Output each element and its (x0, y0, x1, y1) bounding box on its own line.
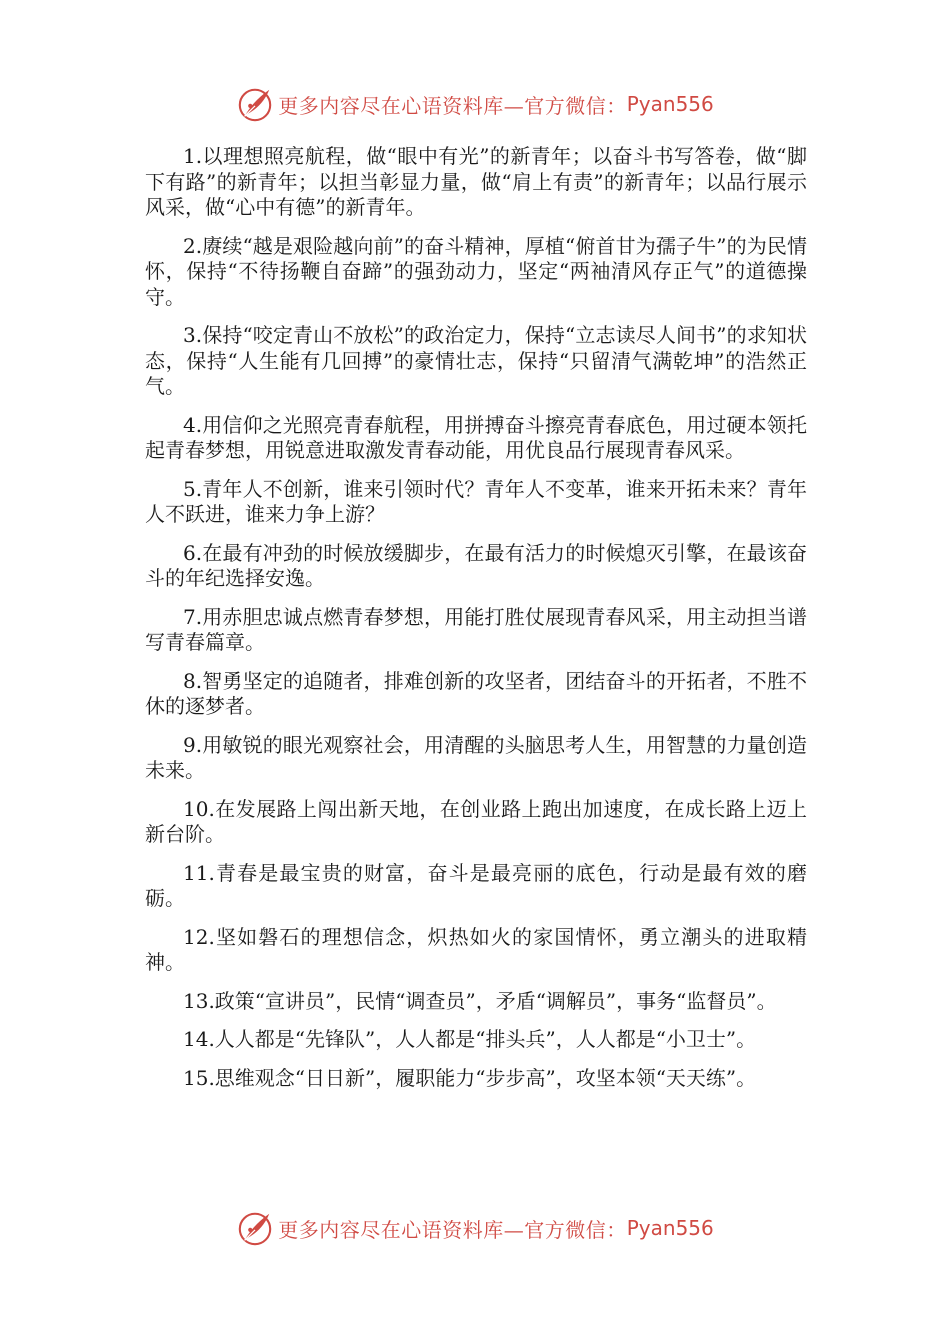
paragraph-12: 12.坚如磐石的理想信念，炽热如火的家国情怀，勇立潮头的进取精神。 (145, 924, 807, 974)
paragraph-6: 6.在最有冲劲的时候放缓脚步，在最有活力的时候熄灭引擎，在最该奋斗的年纪选择安逸。 (145, 540, 807, 590)
paragraph-5: 5.青年人不创新，谁来引领时代？青年人不变革，谁来开拓未来？青年人不跃进，谁来力争上游？ (145, 476, 807, 526)
footer-banner-text: 更多内容尽在心语资料库—官方微信： (278, 1217, 627, 1242)
footer-banner (0, 1206, 950, 1250)
document-body (145, 144, 807, 1104)
quill-pen-icon (236, 1209, 274, 1247)
header-banner-text: 更多内容尽在心语资料库—官方微信： (278, 93, 627, 118)
paragraph-8: 8.智勇坚定的追随者，排难创新的攻坚者，团结奋斗的开拓者，不胜不休的逐梦者。 (145, 668, 807, 718)
paragraph-15: 15.思维观念“日日新”，履职能力“步步高”，攻坚本领“天天练”。 (183, 1065, 757, 1090)
paragraph-10: 10.在发展路上闯出新天地，在创业路上跑出加速度，在成长路上迈上新台阶。 (145, 796, 807, 846)
footer-banner-content (236, 1209, 714, 1247)
paragraph-1: 1.以理想照亮航程，做“眼中有光”的新青年；以奋斗书写答卷，做“脚下有路”的新青年；以担当彰显力量，做“肩上有责”的新青年；以品行展示风采，做“心中有德”的新青年。 (145, 144, 807, 219)
paragraph-4: 4.用信仰之光照亮青春航程，用拼搏奋斗擦亮青春底色，用过硬本领托起青春梦想，用锐意进取激发青春动能，用优良品行展现青春风采。 (145, 412, 807, 462)
paragraph-9: 9.用敏锐的眼光观察社会，用清醒的头脑思考人生，用智慧的力量创造未来。 (145, 732, 807, 782)
paragraph-13: 13.政策“宣讲员”，民情“调查员”，矛盾“调解员”，事务“监督员”。 (183, 988, 777, 1013)
header-banner (0, 82, 950, 126)
quill-pen-icon (236, 85, 274, 123)
paragraph-2: 2.赓续“越是艰险越向前”的奋斗精神，厚植“俯首甘为孺子牛”的为民情怀，保持“不待扬鞭自奋蹄”的强劲动力，坚定“两袖清风存正气”的道德操守。 (145, 233, 807, 309)
paragraph-3: 3.保持“咬定青山不放松”的政治定力，保持“立志读尽人间书”的求知状态，保持“人生能有几回搏”的豪情壮志，保持“只留清气满乾坤”的浩然正气。 (145, 323, 807, 398)
header-banner-content (236, 85, 714, 123)
footer-wechat-id: Pyan556 (626, 1216, 714, 1240)
paragraph-7: 7.用赤胆忠诚点燃青春梦想，用能打胜仗展现青春风采，用主动担当谱写青春篇章。 (145, 604, 807, 654)
paragraph-11: 11.青春是最宝贵的财富，奋斗是最亮丽的底色，行动是最有效的磨砺。 (145, 860, 807, 910)
header-wechat-id: Pyan556 (626, 92, 714, 116)
paragraph-14: 14.人人都是“先锋队”，人人都是“排头兵”，人人都是“小卫士”。 (183, 1027, 757, 1051)
